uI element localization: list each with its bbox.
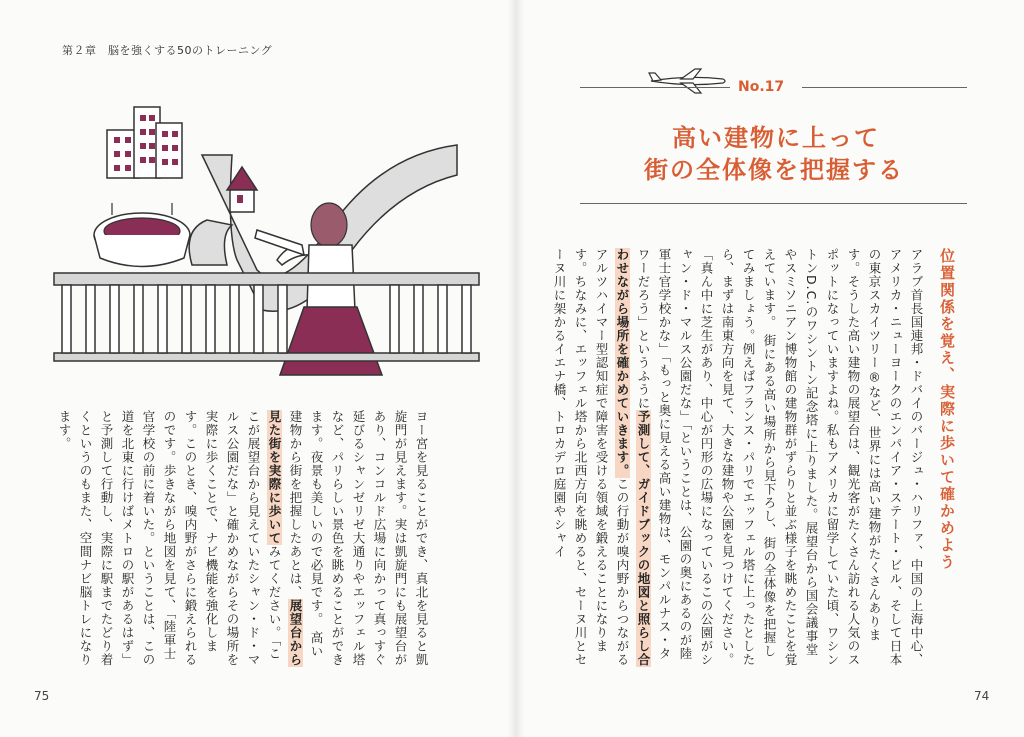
right-paragraph-1: アラブ首長国連邦・ドバイのバージュ・ハリファ、中国の上海中心、アメリカ・ニューヨークのエンパイア・ステート・ビル、そして日本の東京スカイツリー®など、世界には高い建物がたくさんあります。そうした高い建物の展望台は、観光客がたくさん訪れる人気のスポットになっていますよね。私もアメリカに留学していた頃、ワシントンD.C.のワシントン記念塔に上りました。展望台から国会議事堂やスミソニアン博物館の建物群がずらりと並ぶ様子を眺めたことを覚えています。 (762, 248, 924, 667)
right-paragraph-2a: 街にある高い場所から見下ろし、街の全体像を把握してみましょう。例えばフランス・パリでエッフェル塔に上ったとしたら、まずは南東方向を見て、大きな建物や公園を見つけてください。「真ん中に芝生があり、中心が円形の広場になっているこの公園がシャン・ド・マルス公園だな」「ということは、公園の奥にあるのが陸軍士官学校かな」「もっと奥に見える高い建物は、モンパルナス・タワーだろう」というふうに (636, 248, 777, 667)
right-page (512, 0, 1024, 737)
left-paragraph-1: ヨー宮を見ることができ、真北を見ると凱旋門が見えます。実は凱旋門にも展望台があり、コンコルド広場に向かって真っすぐ延びるシャンゼリゼ大通りやエッフェル塔など、パリらしい景色を眺めることができます。夜景も美しいので必見です。 (309, 410, 429, 667)
left-paragraph-2b: みてください。「ここが展望台から見えていたシャン・ド・マルス公園だな」と確かめながらその場所を実際に歩くことで、ナビ機能を強化します。このとき、嗅内野がさらに鍛えられるのです。歩きながら地図を見て、「陸軍士官学校の前に着いた。ということは、この道を北東に行けばメトロの駅があるはず」と予測して行動し、実際に駅までたどり着くというのもまた、空間ナビ脳トレになります。 (57, 410, 282, 667)
left-paragraph-2a: 高い建物から街を把握したあとは、 (288, 410, 324, 658)
city-view-illustration (52, 95, 507, 380)
right-highlight: 予測して、ガイドブックの地図と照らし合わせながら場所を確かめていきます。 (615, 248, 651, 667)
subheading: 位置関係を覚え、実際に歩いて確かめよう (938, 248, 956, 571)
airplane-icon (647, 67, 729, 95)
chapter-header: 第２章 脳を強くする50のトレーニング (62, 44, 273, 57)
right-paragraph-2b: この行動が嗅内野からつながるアルツハイマー型認知症で障害を受ける領域を鍛えることになります。ちなみに、エッフェル塔から北西方向を眺めると、セーヌ川とセーヌ川に架かるイエナ橋、トロカデロ庭園やシャイ (552, 248, 630, 667)
item-number: No.17 (738, 79, 785, 95)
left-highlight: 展望台から見た街を実際に歩いて (267, 410, 303, 667)
left-body-text (57, 410, 432, 670)
title-line-2: 街の全体像を把握する (644, 156, 904, 184)
right-body-text (552, 248, 927, 668)
right-page-number: 74 (974, 689, 990, 703)
left-page-number: 75 (34, 689, 50, 703)
number-rule-right (802, 87, 967, 88)
title-line-1: 高い建物に上って (672, 124, 880, 152)
title-rule (580, 203, 967, 204)
number-rule-left (580, 87, 730, 88)
